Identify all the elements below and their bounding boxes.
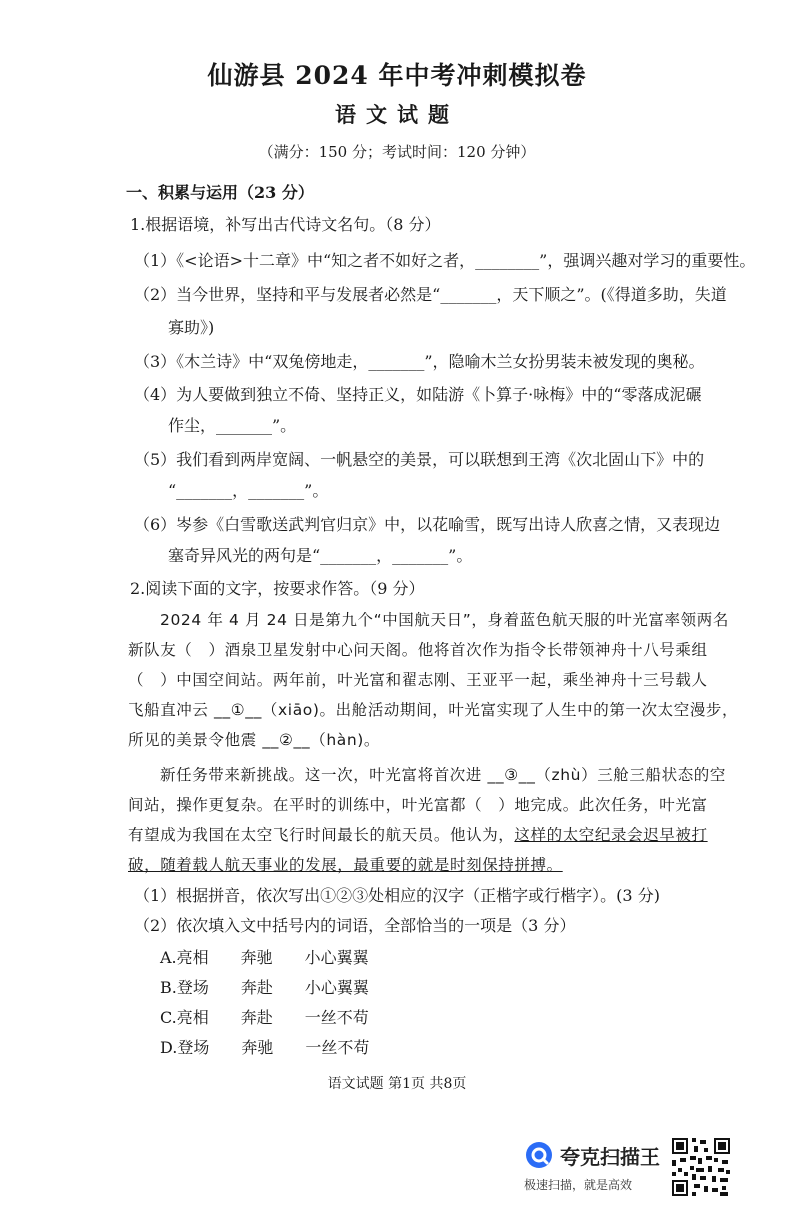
underlined-sentence-cont: 破，随着载人航天事业的发展，最重要的就是时刻保持拼搏。 bbox=[128, 856, 563, 874]
question-1-item-4-cont: 作尘，_______”。 bbox=[168, 416, 297, 435]
passage-line: 2024 年 4 月 24 日是第九个“中国航天日”，身着蓝色航天服的叶光富率领两名 bbox=[160, 611, 729, 629]
passage-line: 新队友（ ）酒泉卫星发射中心问天阁。他将首次作为指令长带领神舟十八号乘组 bbox=[128, 641, 708, 659]
passage-text: 有望成为我国在太空飞行时间最长的航天员。他认为， bbox=[128, 826, 515, 844]
passage-line bbox=[128, 825, 708, 845]
option-c: C.亮相 奔赴 一丝不苟 bbox=[160, 1008, 369, 1027]
question-1-item-5: （5）我们看到两岸宽阔、一帆悬空的美景，可以联想到王湾《次北固山下》中的 bbox=[134, 450, 705, 469]
question-2-sub-1: （1）根据拼音，依次写出①②③处相应的汉字（正楷字或行楷字）。(3 分) bbox=[134, 886, 660, 905]
question-1-item-5-cont: “_______，_______”。 bbox=[168, 481, 329, 500]
qr-code-icon bbox=[670, 1136, 732, 1198]
question-1-item-1: （1）《<论语>十二章》中“知之者不如好之者，________”，强调兴趣对学习的重要性。 bbox=[134, 251, 756, 270]
exam-title: 仙游县 2024 年中考冲刺模拟卷 bbox=[207, 61, 587, 90]
question-2-sub-2: （2）依次填入文中括号内的词语，全部恰当的一项是（3 分） bbox=[134, 916, 576, 935]
question-1-item-6: （6）岑参《白雪歌送武判官归京》中，以花喻雪，既写出诗人欣喜之情，又表现边 bbox=[134, 515, 721, 534]
question-1-item-3: （3）《木兰诗》中“双兔傍地走，_______”，隐喻木兰女扮男装未被发现的奥秘。 bbox=[134, 352, 705, 371]
question-1-item-4: （4）为人要做到独立不倚、坚持正义，如陆游《卜算子·咏梅》中的“零落成泥碾 bbox=[134, 385, 702, 404]
passage-line: 间站，操作更复杂。在平时的训练中，叶光富都（ ）地完成。此次任务，叶光富 bbox=[128, 796, 708, 814]
question-1-item-2-cont: 寡助》) bbox=[168, 318, 215, 337]
exam-meta: （满分：150 分；考试时间：120 分钟） bbox=[258, 143, 536, 161]
question-1-item-2: （2）当今世界，坚持和平与发展者必然是“_______，天下顺之”。(《得道多助，失道 bbox=[134, 285, 727, 304]
question-1-item-6-cont: 塞奇异风光的两句是“_______，_______”。 bbox=[168, 546, 473, 565]
option-d: D.登场 奔驰 一丝不苟 bbox=[160, 1038, 370, 1057]
option-b: B.登场 奔赴 小心翼翼 bbox=[160, 978, 369, 997]
page-footer: 语文试题 第1页 共8页 bbox=[327, 1076, 467, 1092]
question-1-head: 1.根据语境，补写出古代诗文名句。（8 分） bbox=[130, 215, 441, 234]
passage-line: （ ）中国空间站。两年前，叶光富和翟志刚、王亚平一起，乘坐神舟十三号载人 bbox=[128, 671, 708, 689]
section-heading: 一、积累与运用（23 分） bbox=[126, 183, 314, 202]
exam-subtitle: 语文试题 bbox=[335, 102, 459, 127]
underlined-sentence: 这样的太空纪录会迟早被打 bbox=[514, 826, 708, 844]
scanner-watermark bbox=[524, 1136, 734, 1196]
question-2-head: 2.阅读下面的文字，按要求作答。（9 分） bbox=[130, 579, 425, 598]
passage-line: 飞船直冲云 __①__（xiāo)。出舱活动期间，叶光富实现了人生中的第一次太空漫步， bbox=[128, 701, 739, 719]
passage-line: 新任务带来新挑战。这一次，叶光富将首次进 __③__（zhù）三舱三船状态的空 bbox=[160, 766, 727, 784]
quark-logo-icon bbox=[524, 1140, 554, 1170]
brand-name: 夸克扫描王 bbox=[560, 1145, 660, 1169]
option-a: A.亮相 奔驰 小心翼翼 bbox=[160, 948, 369, 967]
brand-slogan: 极速扫描，就是高效 bbox=[524, 1178, 633, 1192]
passage-line: 所见的美景令他震 __②__（hàn)。 bbox=[128, 731, 381, 749]
